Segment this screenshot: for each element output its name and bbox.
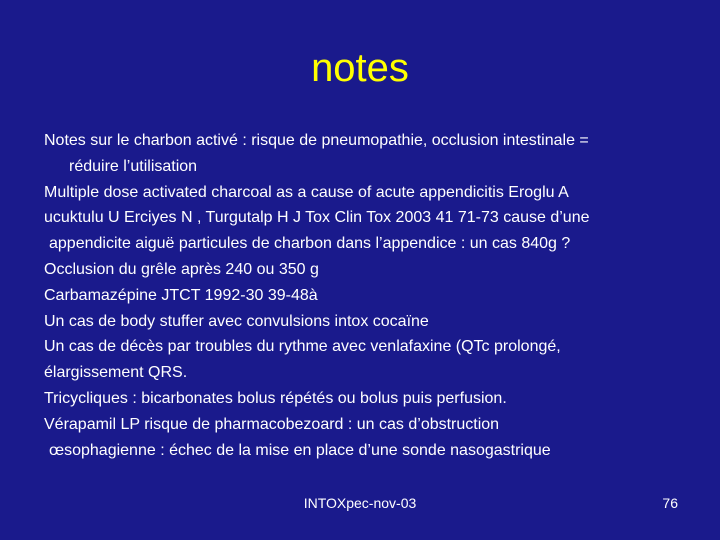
text-line: appendicite aiguë particules de charbon dans l’appendice : un cas 840g ? <box>49 235 571 253</box>
text-line: Multiple dose activated charcoal as a cause of acute appendicitis Eroglu A <box>44 183 569 201</box>
text-line: Occlusion du grêle après 240 ou 350 g <box>44 260 319 278</box>
text-line: Un cas de décès par troubles du rythme avec venlafaxine (QTc prolongé, <box>44 338 561 356</box>
text-line: Vérapamil LP risque de pharmacobezoard : un cas d’obstruction <box>44 415 500 433</box>
text-line: élargissement QRS. <box>44 364 188 382</box>
text-line: ucuktulu U Erciyes N , Turgutalp H J Tox Clin Tox 2003 41 71-73 cause d’une <box>44 209 590 227</box>
text-line: Un cas de body stuffer avec convulsions intox cocaïne <box>44 312 429 330</box>
text-line: Tricycliques : bicarbonates bolus répétés ou bolus puis perfusion. <box>44 389 507 407</box>
text-line: œsophagienne : échec de la mise en place d’une sonde nasogastrique <box>49 441 551 459</box>
slide-body <box>44 128 694 463</box>
page-number: 76 <box>662 495 678 511</box>
text-line: Carbamazépine JTCT 1992-30 39-48à <box>44 286 318 304</box>
footer-label: INTOXpec-nov-03 <box>303 495 417 511</box>
slide-title: notes <box>311 46 409 90</box>
text-line: réduire l’utilisation <box>69 157 198 175</box>
text-line: Notes sur le charbon activé : risque de pneumopathie, occlusion intestinale = <box>44 132 589 149</box>
